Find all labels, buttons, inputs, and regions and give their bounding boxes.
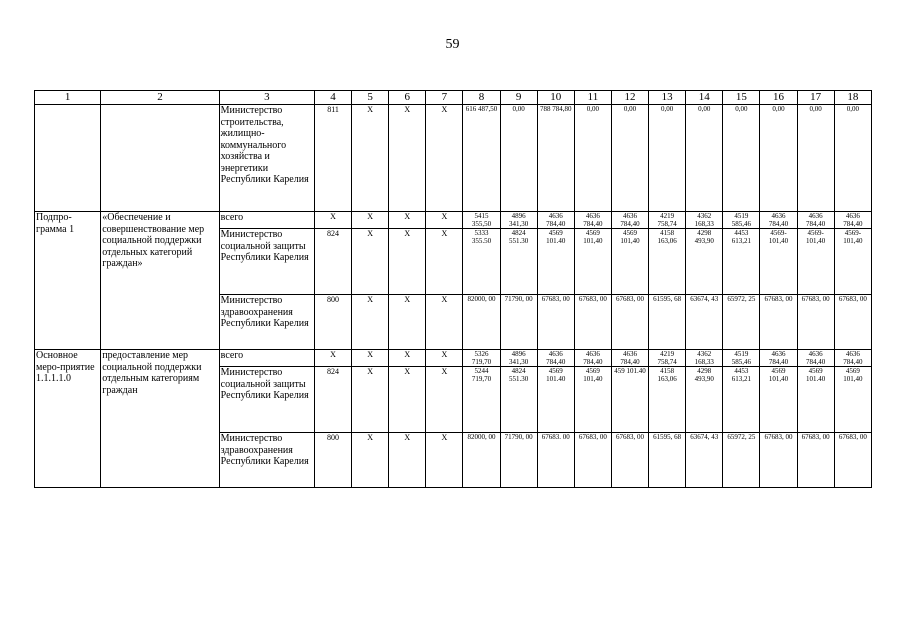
code-cell: 800 (314, 433, 351, 488)
amount-cell: 63674, 43 (686, 295, 723, 350)
amount-cell: 4636 784,40 (611, 212, 648, 229)
code-cell: X (389, 229, 426, 295)
amount-cell: 67683, 00 (834, 295, 871, 350)
code-cell: 811 (314, 105, 351, 212)
column-header: 10 (537, 91, 574, 105)
amount-cell: 4636 784,40 (760, 212, 797, 229)
page-number: 59 (445, 37, 460, 52)
amount-cell: 5415 355,50 (463, 212, 500, 229)
amount-cell: 5333 355.50 (463, 229, 500, 295)
amount-cell: 4569-101,40 (760, 229, 797, 295)
executor-cell: Министерство социальной защиты Республики Карелия (219, 367, 314, 433)
amount-cell: 4636 784,40 (574, 350, 611, 367)
amount-cell: 67683, 00 (611, 295, 648, 350)
amount-cell: 4636 784,40 (537, 350, 574, 367)
executor-cell: Министерство здравоохранения Республики Карелия (219, 433, 314, 488)
amount-cell: 67683, 00 (537, 295, 574, 350)
amount-cell: 4298 493,90 (686, 367, 723, 433)
amount-cell: 0,00 (574, 105, 611, 212)
amount-cell: 71790, 00 (500, 433, 537, 488)
code-cell: X (389, 433, 426, 488)
code-cell: X (352, 105, 389, 212)
column-header: 17 (797, 91, 834, 105)
code-cell: 824 (314, 367, 351, 433)
amount-cell: 4569 101,40 (574, 229, 611, 295)
amount-cell: 4219 758,74 (649, 350, 686, 367)
column-header: 15 (723, 91, 760, 105)
executor-cell: Министерство строительства, жилищно-коммунального хозяйства и энергетики Республики Карелия (219, 105, 314, 212)
column-header: 2 (101, 91, 219, 105)
code-cell: X (352, 295, 389, 350)
code-cell: X (426, 295, 463, 350)
amount-cell: 4636 784,40 (834, 350, 871, 367)
column-header: 4 (314, 91, 351, 105)
amount-cell: 4158 163,06 (649, 229, 686, 295)
amount-cell: 63674, 43 (686, 433, 723, 488)
code-cell: X (426, 229, 463, 295)
column-header: 16 (760, 91, 797, 105)
amount-cell: 4569 101,40 (574, 367, 611, 433)
executor-cell: всего (219, 212, 314, 229)
column-header: 14 (686, 91, 723, 105)
amount-cell: 67683, 00 (574, 433, 611, 488)
amount-cell: 71790, 00 (500, 295, 537, 350)
executor-cell: Министерство здравоохранения Республики Карелия (219, 295, 314, 350)
amount-cell: 616 487,50 (463, 105, 500, 212)
amount-cell: 67683, 00 (834, 433, 871, 488)
amount-cell: 4569-101,40 (797, 229, 834, 295)
amount-cell: 67683, 00 (574, 295, 611, 350)
amount-cell: 67683, 00 (611, 433, 648, 488)
code-cell: X (314, 212, 351, 229)
executor-cell: Министерство социальной защиты Республики Карелия (219, 229, 314, 295)
code-cell: 824 (314, 229, 351, 295)
executor-cell: всего (219, 350, 314, 367)
code-cell: X (426, 212, 463, 229)
amount-cell: 0,00 (760, 105, 797, 212)
code-cell: X (389, 295, 426, 350)
amount-cell: 4219 758,74 (649, 212, 686, 229)
amount-cell: 82000, 00 (463, 295, 500, 350)
amount-cell: 4569 101.40 (797, 367, 834, 433)
column-header: 3 (219, 91, 314, 105)
code-cell: X (352, 367, 389, 433)
amount-cell: 4569 101,40 (760, 367, 797, 433)
amount-cell: 0,00 (686, 105, 723, 212)
code-cell: X (426, 350, 463, 367)
amount-cell: 0,00 (797, 105, 834, 212)
amount-cell: 4569-101,40 (834, 229, 871, 295)
program-cell: Основное меро-приятие 1.1.1.1.0 (35, 350, 101, 488)
amount-cell: 61595, 68 (649, 433, 686, 488)
amount-cell: 65972, 25 (723, 433, 760, 488)
amount-cell: 4453 613,21 (723, 229, 760, 295)
amount-cell: 65972, 25 (723, 295, 760, 350)
amount-cell: 5326 719,70 (463, 350, 500, 367)
code-cell: X (389, 350, 426, 367)
code-cell: X (426, 367, 463, 433)
program-cell: Подпро-грамма 1 (35, 212, 101, 350)
amount-cell: 4824 551.30 (500, 367, 537, 433)
amount-cell: 4636 784,40 (611, 350, 648, 367)
amount-cell: 4569 101.40 (537, 229, 574, 295)
amount-cell: 4824 551.30 (500, 229, 537, 295)
column-header: 11 (574, 91, 611, 105)
table-row (35, 105, 872, 212)
amount-cell: 4298 493,90 (686, 229, 723, 295)
program-name-cell: предоставление мер социальной поддержки отдельным категориям граждан (101, 350, 219, 488)
amount-cell: 0,00 (611, 105, 648, 212)
code-cell: X (426, 105, 463, 212)
amount-cell: 4519 585,46 (723, 212, 760, 229)
amount-cell: 0,00 (834, 105, 871, 212)
amount-cell: 459 101.40 (611, 367, 648, 433)
column-header: 8 (463, 91, 500, 105)
amount-cell: 5244 719,70 (463, 367, 500, 433)
column-header: 13 (649, 91, 686, 105)
program-name-cell: «Обеспечение и совершенствование мер социальной поддержки отдельных категорий граждан» (101, 212, 219, 350)
column-header: 1 (35, 91, 101, 105)
table-row (35, 350, 872, 367)
code-cell: X (389, 212, 426, 229)
column-header: 7 (426, 91, 463, 105)
code-cell: X (314, 350, 351, 367)
amount-cell: 4158 163,06 (649, 367, 686, 433)
column-header: 6 (389, 91, 426, 105)
amount-cell: 67683, 00 (760, 433, 797, 488)
column-header: 5 (352, 91, 389, 105)
amount-cell: 67683, 00 (797, 433, 834, 488)
code-cell: X (389, 105, 426, 212)
budget-table (34, 90, 872, 488)
amount-cell: 4362 168,33 (686, 350, 723, 367)
amount-cell: 4896 341,30 (500, 350, 537, 367)
amount-cell: 4362 168,33 (686, 212, 723, 229)
column-header: 18 (834, 91, 871, 105)
code-cell: X (352, 229, 389, 295)
code-cell: X (426, 433, 463, 488)
code-cell: X (389, 367, 426, 433)
amount-cell: 4636 784,40 (574, 212, 611, 229)
table-row (35, 212, 872, 229)
amount-cell: 4636 784,40 (797, 212, 834, 229)
amount-cell: 788 784,80 (537, 105, 574, 212)
amount-cell: 4453 613,21 (723, 367, 760, 433)
code-cell: X (352, 433, 389, 488)
amount-cell: 4519 585,46 (723, 350, 760, 367)
amount-cell: 4569 101,40 (611, 229, 648, 295)
amount-cell: 4569 101.40 (537, 367, 574, 433)
amount-cell: 67683, 00 (797, 295, 834, 350)
amount-cell: 0,00 (649, 105, 686, 212)
code-cell: X (352, 350, 389, 367)
amount-cell: 0,00 (500, 105, 537, 212)
amount-cell: 4636 784,40 (797, 350, 834, 367)
program-cell (35, 105, 101, 212)
amount-cell: 61595, 68 (649, 295, 686, 350)
code-cell: 800 (314, 295, 351, 350)
amount-cell: 0,00 (723, 105, 760, 212)
amount-cell: 4636 784,40 (834, 212, 871, 229)
amount-cell: 67683, 00 (760, 295, 797, 350)
program-name-cell (101, 105, 219, 212)
amount-cell: 4569 101,40 (834, 367, 871, 433)
amount-cell: 67683. 00 (537, 433, 574, 488)
column-header: 9 (500, 91, 537, 105)
column-header: 12 (611, 91, 648, 105)
table-header-row (35, 91, 872, 105)
amount-cell: 4636 784,40 (537, 212, 574, 229)
amount-cell: 4636 784,40 (760, 350, 797, 367)
code-cell: X (352, 212, 389, 229)
amount-cell: 4896 341,30 (500, 212, 537, 229)
amount-cell: 82000, 00 (463, 433, 500, 488)
